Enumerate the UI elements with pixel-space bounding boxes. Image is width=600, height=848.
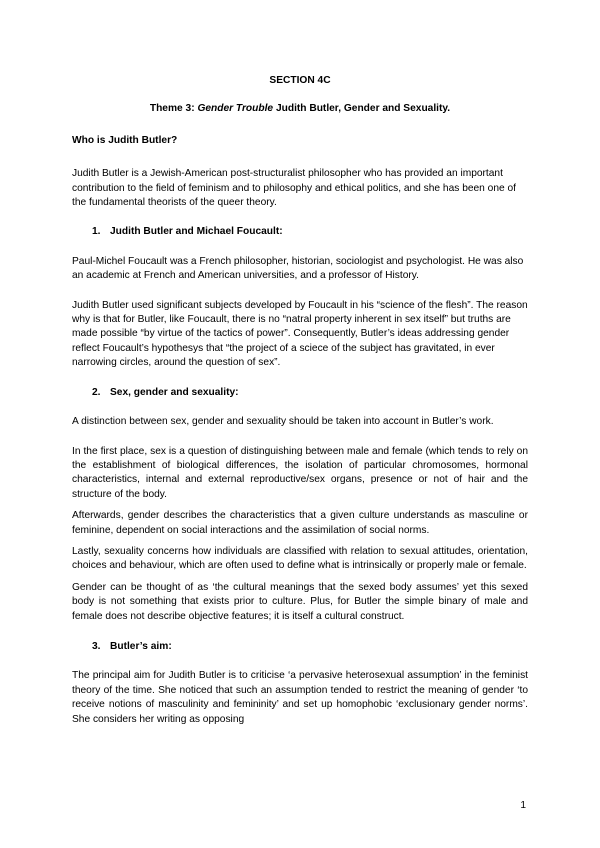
heading-sex-gender xyxy=(72,386,528,400)
theme-italic-title: Gender Trouble xyxy=(197,103,274,115)
page-content xyxy=(72,74,528,734)
foucault-paragraph: Paul-Michel Foucault was a French philosopher, historian, sociologist and psychologist. He was also an academic at French and American universities, and a professor of History. xyxy=(72,255,524,282)
heading-text: Sex, gender and sexuality: xyxy=(110,386,239,398)
heading-butler-foucault xyxy=(72,225,528,239)
theme-title xyxy=(72,102,528,116)
heading-number: 3. xyxy=(92,640,101,652)
distinction-paragraph: A distinction between sex, gender and sexuality should be taken into account in Butler’s work. xyxy=(72,416,494,428)
heading-text: Butler’s aim: xyxy=(110,640,172,652)
heading-number: 2. xyxy=(92,386,101,398)
heading-text: Judith Butler and Michael Foucault: xyxy=(110,226,283,238)
theme-prefix: Theme 3: xyxy=(149,103,195,115)
gender-paragraph: Afterwards, gender describes the characteristics that a given culture understands as masculine or feminine, dependent on social interactions and the assimilation of social norms. xyxy=(72,510,528,536)
cultural-meanings-paragraph: Gender can be thought of as ‘the cultural meanings that the sexed body assumes’ yet this sexed body is not something that exists prior to culture. Plus, for Butler the simple binary of male and female does not describe objective features; it is itself a cultural construct. xyxy=(72,581,528,622)
theme-rest: Judith Butler, Gender and Sexuality. xyxy=(275,103,451,115)
page-number: 1 xyxy=(520,800,526,811)
section-title: SECTION 4C xyxy=(269,75,331,86)
intro-paragraph: Judith Butler is a Jewish-American post-structuralist philosopher who has provided an important contribution to the field of feminism and to philosophy and ethical politics, and she has been one of the fundamental theorists of the queer theory. xyxy=(72,168,517,209)
sexuality-paragraph: Lastly, sexuality concerns how individuals are classified with relation to sexual attitudes, orientation, choices and behaviour, which are often used to define what is intrinsically or properly male or female. xyxy=(72,545,528,572)
aim-paragraph: The principal aim for Judith Butler is to criticise ‘a pervasive heterosexual assumption’ in the feminist theory of the time. She noticed that such an assumption tended to restrict the meaning of gender ‘to receive notions of masculinity and femininity’ and set up homophobic ‘exclusionary gender norms’. She considers her writing as opposing xyxy=(72,670,528,725)
heading-number: 1. xyxy=(92,226,101,238)
sex-paragraph: In the first place, sex is a question of distinguishing between male and female (which tends to rely on the establishment of biological differences, the isolation of particular chromosomes, hormonal characteristics, internal and external reproductive/sex organs, presence or not of hair and the structure of the body. xyxy=(72,445,528,500)
heading-butler-aim xyxy=(72,640,528,654)
butler-foucault-paragraph: Judith Butler used significant subjects developed by Foucault in his “science of the flesh”. The reason why is that for Butler, like Foucault, there is no “natral property inherent in sex itself” but truths are made possible “by virtue of the tactics of power”. Consequently, Butler’s ideas addressing gender reflect Foucault’s hypothesys that “the project of a sciece of the subject has gravitated, in ever narrowing circles, around the question of sex”. xyxy=(72,299,528,369)
who-heading: Who is Judith Butler? xyxy=(72,134,178,146)
